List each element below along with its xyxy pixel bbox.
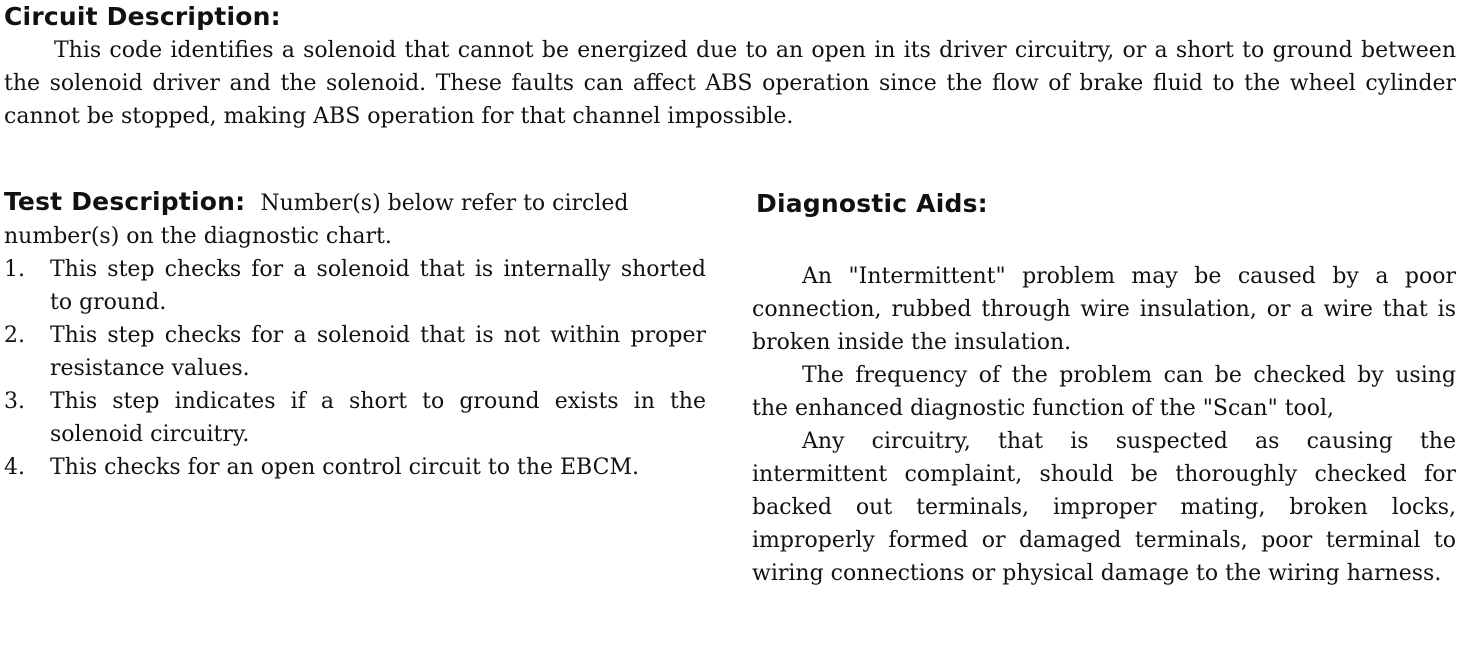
circuit-description-paragraph: This code identifies a solenoid that cannot be energized due to an open in its driver circuitry, or a short to ground between the solenoid driver and the solenoid. These faults can affect ABS operation since the flow of brake fluid to the wheel cylinder cannot be stopped, making ABS operation for that channel impossible. bbox=[4, 38, 1456, 129]
test-step-number: 2. bbox=[4, 323, 25, 348]
test-step-text: This checks for an open control circuit to the EBCM. bbox=[50, 455, 639, 480]
test-description-intro-text: Number(s) below refer to circled number(s) on the diagnostic chart. bbox=[4, 191, 629, 249]
test-step-number: 1. bbox=[4, 257, 25, 282]
test-step-text: This step checks for a solenoid that is internally shorted to ground. bbox=[50, 257, 706, 315]
test-step-number: 3. bbox=[4, 389, 25, 414]
test-step-text: This step indicates if a short to ground exists in the solenoid circuitry. bbox=[50, 389, 706, 447]
test-step-text: This step checks for a solenoid that is not within proper resistance values. bbox=[50, 323, 706, 381]
circuit-description-heading: Circuit Description: bbox=[4, 2, 281, 31]
test-step bbox=[4, 319, 706, 385]
diagnostic-aids-paragraph: Any circuitry, that is suspected as causing the intermittent complaint, should be thoroughly checked for backed out terminals, improper mating, broken locks, improperly formed or damaged terminals, poor terminal to wiring connections or physical damage to the wiring harness. bbox=[752, 429, 1456, 586]
test-step bbox=[4, 253, 706, 319]
test-description-heading: Test Description: bbox=[4, 187, 246, 216]
diagnostic-aids-heading: Diagnostic Aids: bbox=[756, 189, 988, 218]
diagnostic-aids-paragraph: The frequency of the problem can be checked by using the enhanced diagnostic function of the "Scan" tool, bbox=[752, 363, 1456, 421]
diagnostic-aids-section bbox=[752, 260, 1456, 590]
test-step bbox=[4, 385, 706, 451]
diagnostic-aids-paragraph: An "Intermittent" problem may be caused by a poor connection, rubbed through wire insulation, or a wire that is broken inside the insulation. bbox=[752, 264, 1456, 355]
test-steps-list bbox=[4, 253, 706, 484]
test-step-number: 4. bbox=[4, 455, 25, 480]
test-description-section bbox=[4, 185, 706, 484]
test-description-intro bbox=[4, 185, 706, 253]
test-step bbox=[4, 451, 706, 484]
